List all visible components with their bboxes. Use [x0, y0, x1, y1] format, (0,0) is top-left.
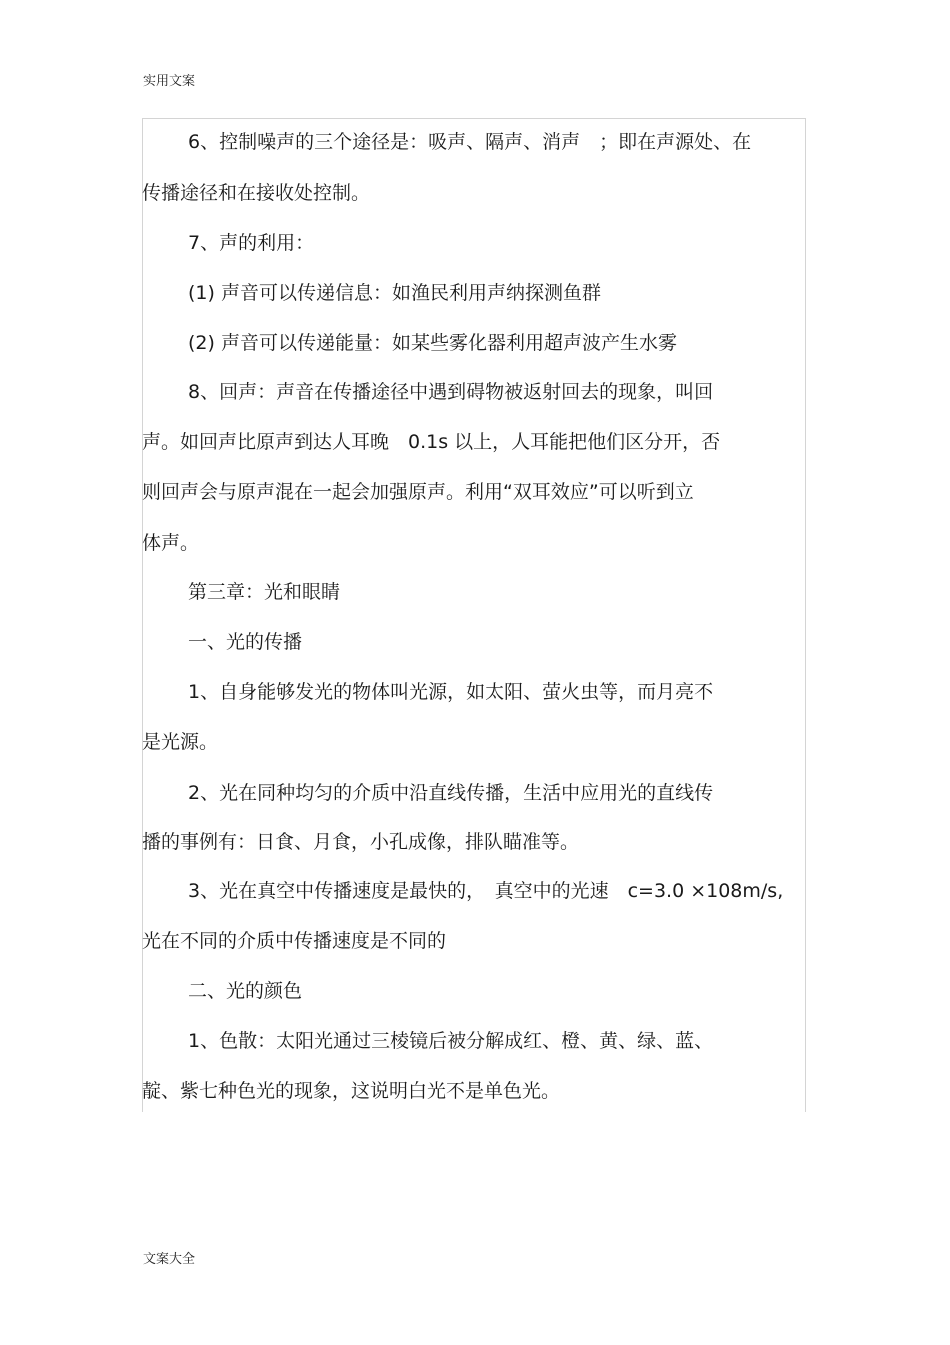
- paragraph-line: 播的事例有：日食、月食，小孔成像，排队瞄准等。: [142, 831, 580, 853]
- section-heading: 二、光的颜色: [188, 980, 303, 1002]
- paragraph-line: 声。如回声比原声到达人耳晚 0.1s 以上，人耳能把他们区分开，否: [142, 431, 721, 453]
- section-heading: 一、光的传播: [188, 631, 303, 653]
- paragraph-line: 7、声的利用：: [188, 232, 315, 254]
- paragraph-line: 1、色散：太阳光通过三棱镜后被分解成红、橙、黄、绿、蓝、: [188, 1030, 714, 1052]
- paragraph-line: 则回声会与原声混在一起会加强原声。利用“双耳效应”可以听到立: [142, 481, 694, 503]
- content-frame: [142, 118, 806, 1112]
- chapter-heading: 第三章：光和眼睛: [188, 581, 341, 603]
- paragraph-line: 是光源。: [142, 731, 219, 753]
- paragraph-line: (2) 声音可以传递能量：如某些雾化器利用超声波产生水雾: [188, 332, 677, 354]
- paragraph-line: (1) 声音可以传递信息：如渔民利用声纳探测鱼群: [188, 282, 601, 304]
- paragraph-line: 3、光在真空中传播速度是最快的， 真空中的光速 c=3.0 ×108m/s,: [188, 880, 784, 902]
- paragraph-line: 传播途径和在接收处控制。: [142, 182, 371, 204]
- page-footer-label: 文案大全: [143, 1252, 196, 1267]
- paragraph-line: 靛、紫七种色光的现象，这说明白光不是单色光。: [142, 1080, 561, 1102]
- paragraph-line: 2、光在同种均匀的介质中沿直线传播，生活中应用光的直线传: [188, 782, 714, 804]
- paragraph-line: 光在不同的介质中传播速度是不同的: [142, 930, 447, 952]
- paragraph-line: 6、控制噪声的三个途径是：吸声、隔声、消声 ；即在声源处、在: [188, 131, 752, 153]
- page-header-label: 实用文案: [143, 74, 196, 89]
- paragraph-line: 体声。: [142, 532, 200, 554]
- paragraph-line: 1、自身能够发光的物体叫光源，如太阳、萤火虫等，而月亮不: [188, 681, 714, 703]
- paragraph-line: 8、回声：声音在传播途径中遇到碍物被返射回去的现象，叫回: [188, 381, 714, 403]
